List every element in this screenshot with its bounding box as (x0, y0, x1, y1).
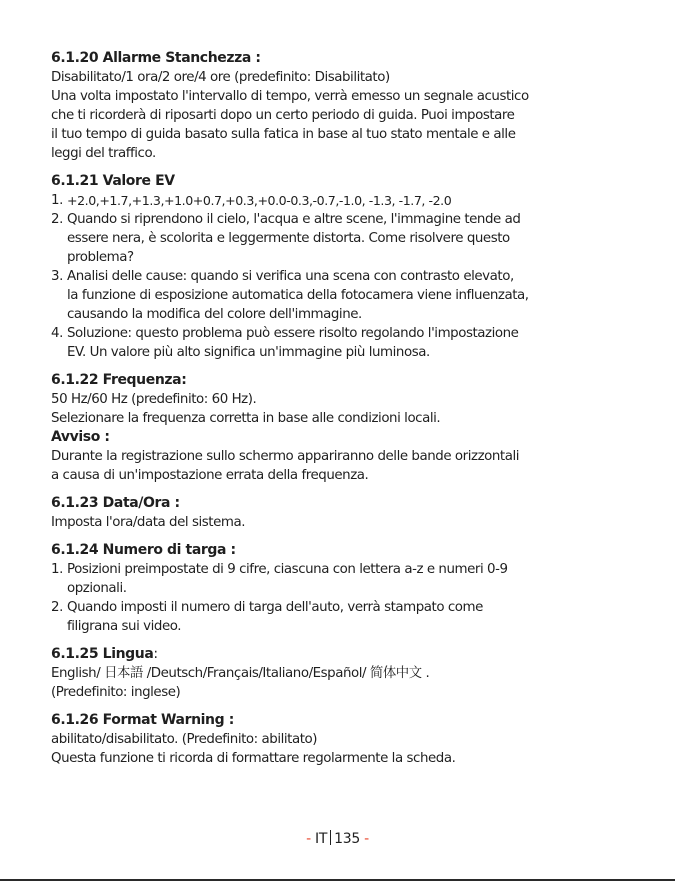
text-line: English/ 日本語 /Deutsch/Français/Italiano/Español/ 简体中文 . (51, 666, 430, 681)
list-text: EV. Un valore più alto significa un'immagine più luminosa. (67, 345, 430, 360)
text-line: Questa funzione ti ricorda di formattare regolarmente la scheda. (51, 751, 456, 766)
page-footer (0, 830, 675, 849)
text-line: Disabilitato/1 ora/2 ore/4 ore (predefinito: Disabilitato) (51, 70, 390, 85)
list-text: Soluzione: questo problema può essere risolto regolando l'impostazione (67, 326, 519, 341)
text-line: 50 Hz/60 Hz (predefinito: 60 Hz). (51, 392, 257, 407)
footer-dash-right: - (364, 831, 369, 847)
list-item (51, 598, 631, 636)
text-line: Durante la registrazione sullo schermo appariranno delle bande orizzontali (51, 449, 520, 464)
text-line: Selezionare la frequenza corretta in base alle condizioni locali. (51, 411, 441, 426)
section-frequency (51, 371, 631, 485)
heading-colon: : (153, 646, 158, 662)
list-text: causando la modifica del colore dell'immagine. (67, 307, 362, 322)
list-number: 4. (51, 326, 63, 341)
list-item (51, 560, 631, 598)
list-number: 2. (51, 212, 63, 227)
list-text: la funzione di esposizione automatica della fotocamera viene influenzata, (67, 288, 529, 303)
list-text: opzionali. (67, 581, 127, 596)
list-item (51, 210, 631, 267)
section-format-warning (51, 711, 631, 768)
section-heading: 6.1.26 Format Warning : (51, 712, 234, 728)
text-line: che ti ricorderà di riposarti dopo un certo periodo di guida. Puoi impostare (51, 108, 515, 123)
section-plate-number (51, 541, 631, 636)
footer-separator (330, 830, 331, 845)
heading-text: 6.1.25 Lingua (51, 646, 154, 662)
page-number: 135 (334, 831, 360, 847)
section-heading: 6.1.23 Data/Ora : (51, 495, 180, 511)
text-line: a causa di un'impostazione errata della frequenza. (51, 468, 369, 483)
text-line: abilitato/disabilitato. (Predefinito: abilitato) (51, 732, 318, 747)
section-heading (51, 645, 631, 664)
section-date-time (51, 494, 631, 532)
text-line: Imposta l'ora/data del sistema. (51, 515, 246, 530)
list-number: 2. (51, 600, 63, 615)
section-ev-value (51, 172, 631, 362)
list-text: essere nera, è scolorita e leggermente distorta. Come risolvere questo (67, 231, 510, 246)
list-text: Quando si riprendono il cielo, l'acqua e altre scene, l'immagine tende ad (67, 212, 521, 227)
list-item (51, 267, 631, 324)
footer-dash-left: - (306, 831, 311, 847)
text-line: il tuo tempo di guida basato sulla fatica in base al tuo stato mentale e alle (51, 127, 516, 142)
footer-language: IT (315, 831, 328, 847)
list-text: Posizioni preimpostate di 9 cifre, ciascuna con lettera a-z e numeri 0-9 (67, 562, 508, 577)
section-heading: 6.1.22 Frequenza: (51, 372, 187, 388)
list-text: Analisi delle cause: quando si verifica una scena con contrasto elevato, (67, 269, 514, 284)
list-text: Quando imposti il numero di targa dell'auto, verrà stampato come (67, 600, 483, 615)
list-number: 1. (51, 193, 63, 208)
document-body (51, 49, 631, 777)
section-language (51, 645, 631, 702)
warning-label: Avviso : (51, 429, 110, 445)
list-number: 1. (51, 562, 63, 577)
bottom-rule (0, 879, 675, 881)
list-item (51, 191, 631, 210)
section-heading: 6.1.21 Valore EV (51, 173, 175, 189)
list-text: problema? (67, 250, 134, 265)
section-fatigue-alarm (51, 49, 631, 163)
section-heading: 6.1.20 Allarme Stanchezza : (51, 50, 261, 66)
list-number: 3. (51, 269, 63, 284)
list-text: +2.0,+1.7,+1.3,+1.0+0.7,+0.3,+0.0-0.3,-0.7,-1.0, -1.3, -1.7, -2.0 (67, 193, 452, 208)
list-text: filigrana sui video. (67, 619, 182, 634)
text-line: (Predefinito: inglese) (51, 685, 181, 700)
section-heading: 6.1.24 Numero di targa : (51, 542, 236, 558)
text-line: leggi del traffico. (51, 146, 156, 161)
list-item (51, 324, 631, 362)
text-line: Una volta impostato l'intervallo di tempo, verrà emesso un segnale acustico (51, 89, 529, 104)
